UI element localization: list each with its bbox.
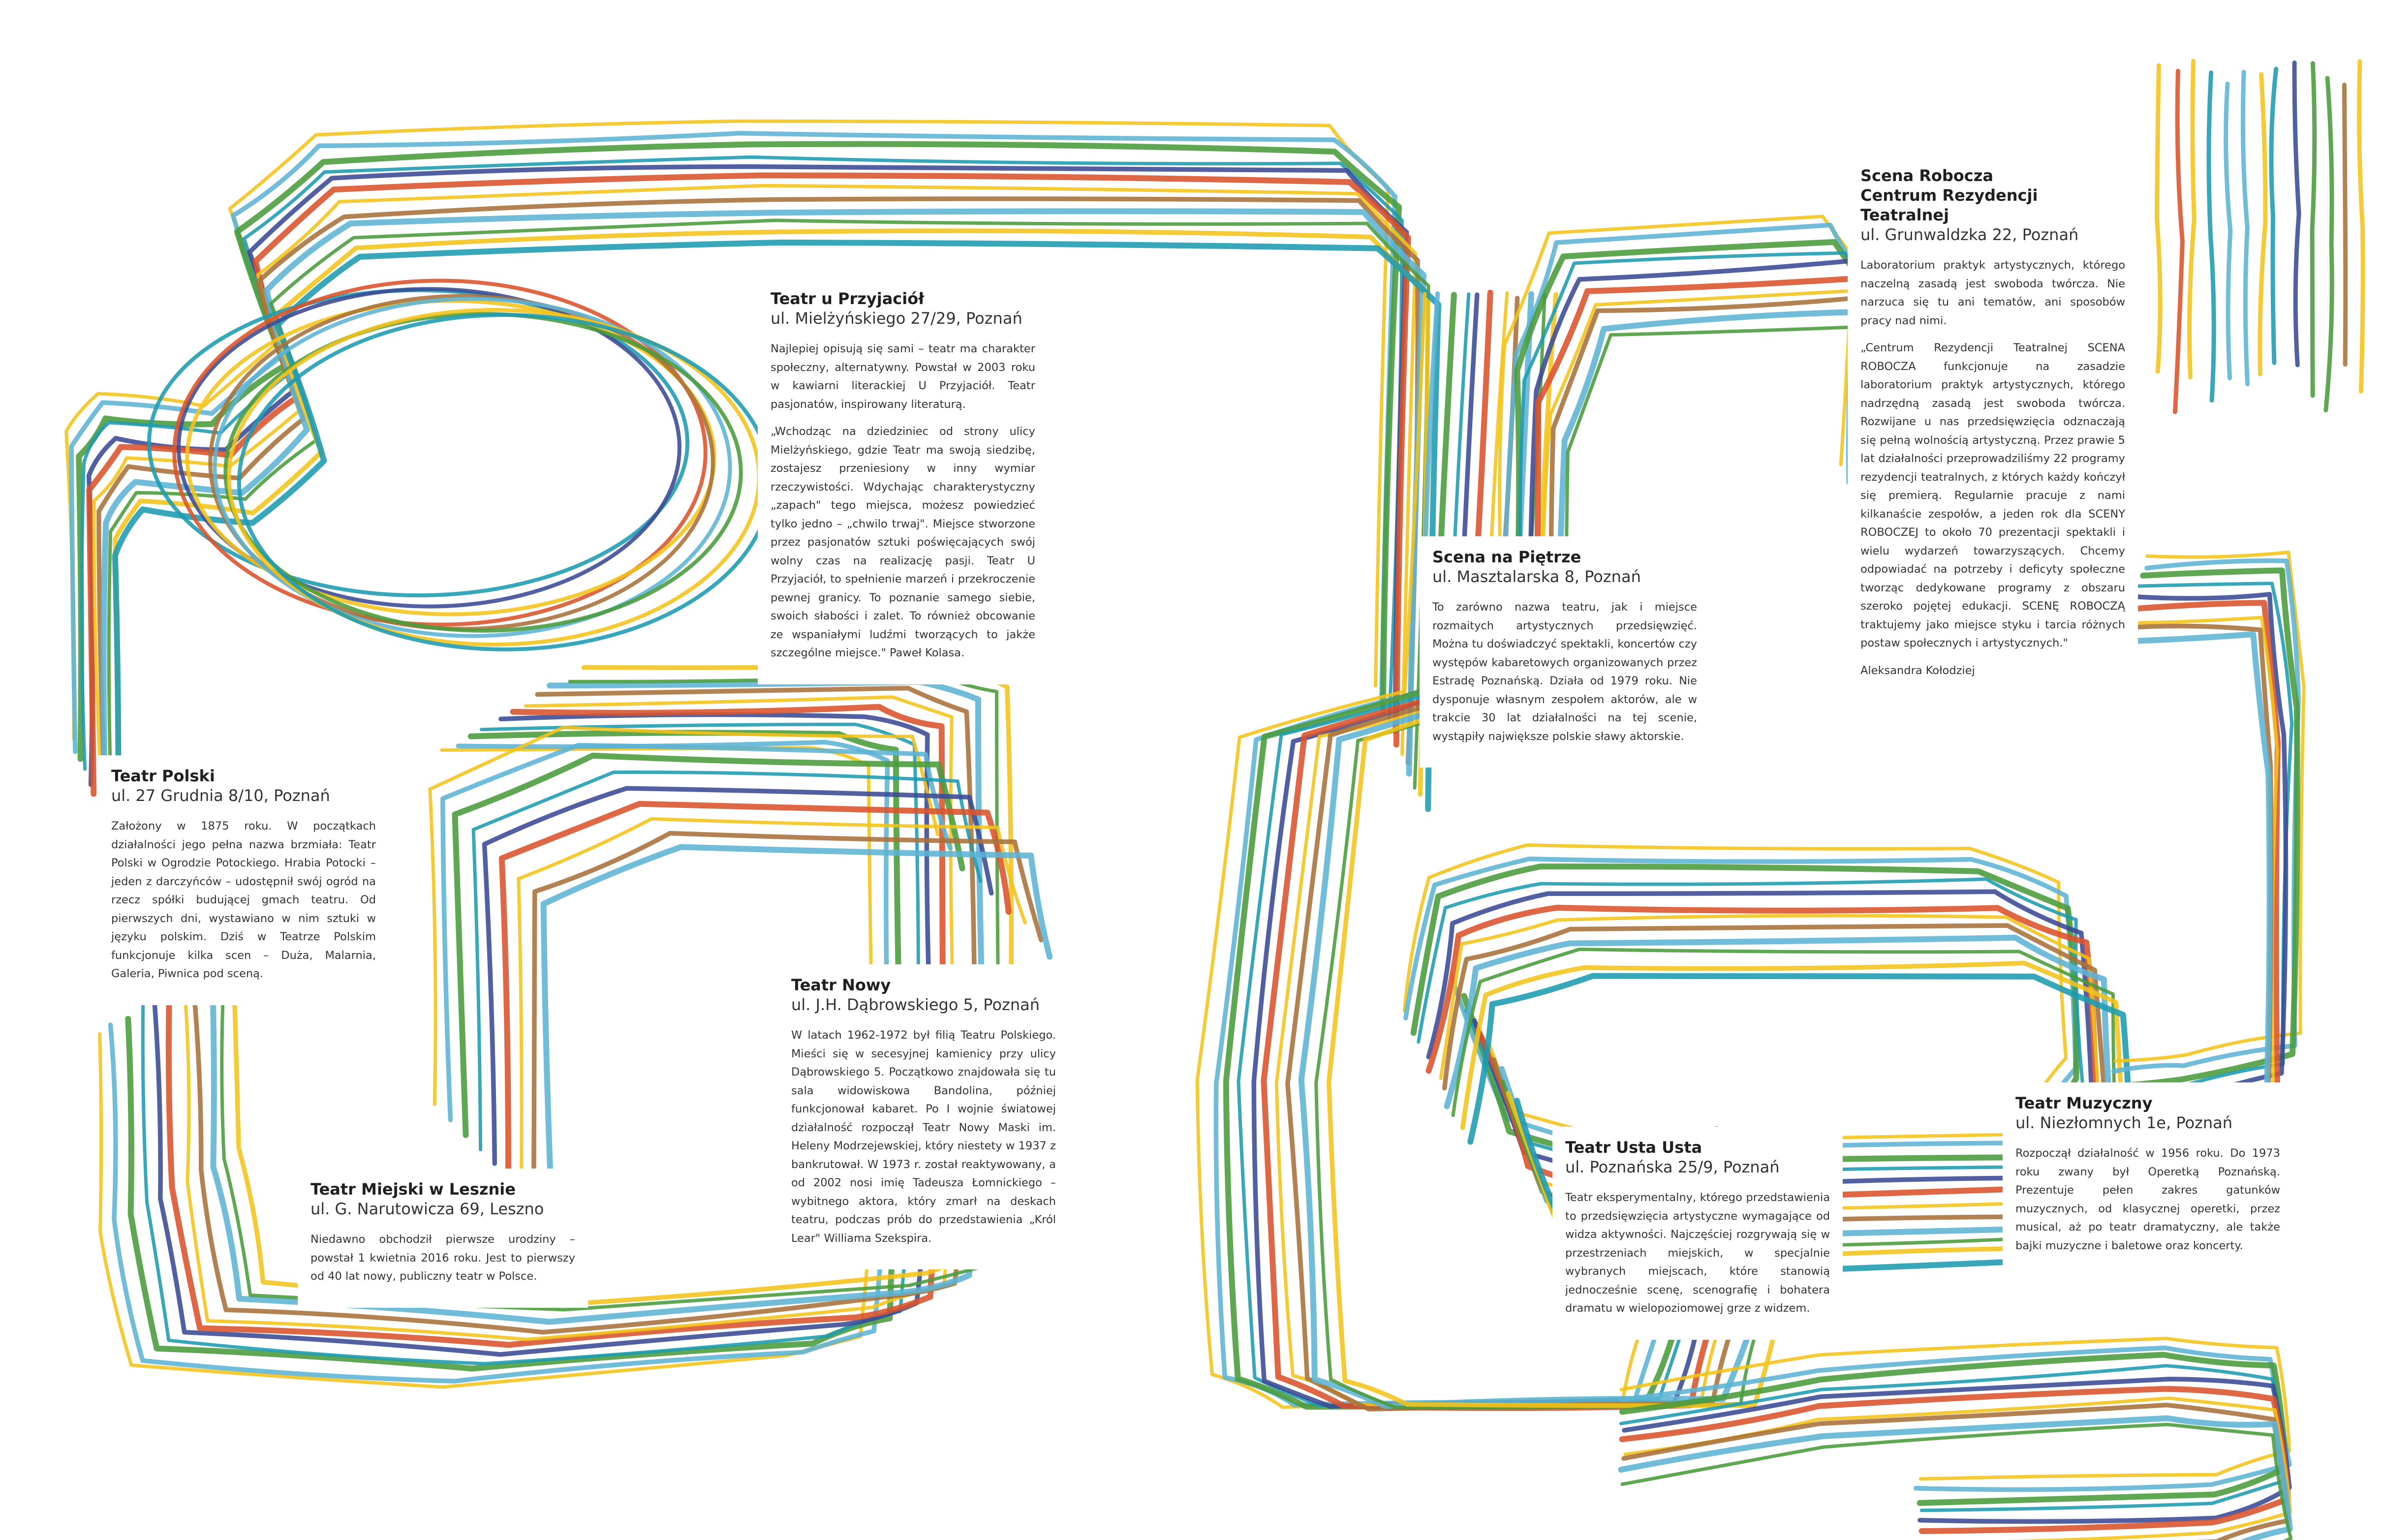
pen-stroke-top-loop (71, 133, 1395, 752)
theatre-name: Teatr Usta Usta (1565, 1138, 1702, 1157)
info-block-teatr-nowy (778, 964, 1069, 1269)
pen-stroke-vertical (2260, 74, 2265, 374)
theatre-name: Teatr Miejski w Lesznie (310, 1180, 516, 1199)
theatre-name: Scena na Piętrze (1432, 548, 1581, 566)
pen-stroke-vertical (2326, 78, 2332, 410)
pen-stroke-vertical (2209, 73, 2214, 400)
theatre-description: Najlepiej opisują się sami – teatr ma charakter społeczny, alternatywny. Powstał w 2003 roku w kawiarni literackiej U Przyjaciół. Teatr pasjonatów, inspirowany literaturą. (771, 342, 1035, 411)
theatre-address: ul. Poznańska 25/9, Poznań (1565, 1158, 1780, 1176)
theatre-description: Laboratorium praktyk artystycznych, którego naczelną zasadą jest swoboda twórcza. Nie narzuca się tu ani tematów, ani sposobów pracy nad nimi. (1860, 259, 2125, 327)
theatre-address: ul. J.H. Dąbrowskiego 5, Poznań (791, 995, 1040, 1014)
pen-stroke-vertical (2190, 61, 2195, 377)
pen-stroke-vertical (2243, 72, 2247, 384)
pen-stroke-vertical (2175, 71, 2182, 412)
theatre-description: W latach 1962-1972 był filią Teatru Polskiego. Mieści się w secesyjnej kamienicy przy ulicy Dąbrowskiego 5. Początkowo znajdowała się tu sala widowiskowa Bandolina, później funkcjonował kabaret. Po I wojnie światowej działalność rozpoczął Teatr Nowy Maski im. Heleny Modrzejewskiej, który niestety w 1937 z bankrutował. W 1973 r. został reaktywowany, a od 2002 nosi imię Tadeusza Łomnickiego – wybitnego aktora, który zmarł na deskach teatru, podczas prób do przedstawienia „Król Lear" Williama Szekspira. (791, 1029, 1056, 1245)
theatre-name: Teatr Polski (111, 767, 215, 785)
pen-stroke-vertical (2226, 84, 2230, 378)
info-block-teatr-miejski-w-lesznie (298, 1169, 588, 1308)
theatre-address: ul. 27 Grudnia 8/10, Poznań (111, 786, 330, 805)
theatre-name: Teatr Nowy (791, 976, 891, 994)
theatre-name-line-2: Centrum Rezydencji Teatralnej (1860, 186, 2038, 224)
theatre-address: ul. Niezłomnych 1e, Poznań (2015, 1113, 2233, 1132)
pen-stroke-vertical (2271, 69, 2276, 363)
info-block-scena-na-pietrze (1420, 536, 1710, 768)
quote-signature: Aleksandra Kołodziej (1860, 664, 1975, 677)
pen-stroke-vertical (2157, 65, 2160, 371)
theatre-description: Teatr eksperymentalny, którego przedstawienia to przedsięwzięcia artystyczne wymagające od widza aktywności. Najczęściej rozgrywają się w przestrzeniach miejskich, w specjalnie wybranych miejscach, które stanowią jednocześnie scenę, scenografię i bohatera dramatu w wielopoziomowej grze z widzem. (1565, 1191, 1830, 1315)
theatre-address: ul. Masztalarska 8, Poznań (1432, 567, 1641, 586)
pen-stroke-vertical (2359, 62, 2363, 392)
theatre-name: Teatr Muzyczny (2015, 1094, 2153, 1112)
theatre-description: Niedawno obchodził pierwsze urodziny – powstał 1 kwietnia 2016 roku. Jest to pierwszy od 40 lat nowy, publiczny teatr w Polsce. (310, 1233, 575, 1283)
info-block-teatr-polski (98, 755, 389, 1005)
theatre-description: Rozpoczął działalność w 1956 roku. Do 1973 roku zwany był Operetką Poznańską. Prezentuje pełen zakres gatunków muzycznych, od klasycznej operetki, przez musical, aż po teatr dramatyczny, ale także bajki muzyczne i baletowe oraz koncerty. (2015, 1147, 2280, 1252)
theatre-quote: „Wchodząc na dziedziniec od strony ulicy Mielżyńskiego, gdzie Teatr ma swoją siedzibę, zostajesz przeniesiony w inny wymiar rzeczywistości. Wdychając charakterystyczny „zapach" tego miejsca, możesz powiedzieć tylko jedno – „chwilo trwaj". Miejsce stworzone przez pasjonatów sztuki poświęcających swój wolny czas na realizację pasji. Teatr U Przyjaciół, to spełnienie marzeń i przekroczenie pewnej granicy. To poznanie samego siebie, swoich słabości i zalet. To również obcowanie ze wspaniałymi ludźmi tworzących to jakże szczególne miejsce." Paweł Kolasa. (771, 425, 1035, 659)
pen-stroke-vertical (2344, 85, 2345, 364)
info-block-teatr-muzyczny (2003, 1082, 2293, 1277)
theatre-address: ul. G. Narutowicza 69, Leszno (310, 1200, 544, 1218)
theatre-description: Założony w 1875 roku. W początkach działalności jego pełna nazwa brzmiała: Teatr Polski w Ogrodzie Potockiego. Hrabia Potocki – jeden z darczyńców – udostępnił swój ogród na rzecz spółki budującej gmach teatru. Od pierwszych dni, wystawiano w nim sztuki w języku polskim. Dziś w Teatrze Polskim funkcjonuje kilka scen – Duża, Malarnia, Galeria, Piwnica pod sceną. (111, 820, 376, 980)
theatre-description: To zarówno nazwa teatru, jak i miejsce rozmaitych artystycznych przedsięwzięć. Można tu doświadczyć spektakli, koncertów czy występów kabaretowych organizowanych przez Estradę Poznańską. Działa od 1979 roku. Nie dysponuje własnym zespołem aktorów, ale w trakcie 30 lat działalności na tej scenie, wystąpiły największe polskie sławy aktorskie. (1432, 601, 1697, 743)
pen-stroke-vertical (2312, 63, 2315, 396)
theatre-address: ul. Grunwaldzka 22, Poznań (1860, 225, 2079, 244)
pen-stroke-vertical (2294, 63, 2299, 365)
theatre-name-line-1: Scena Robocza (1860, 166, 1993, 185)
info-block-scena-robocza (1848, 155, 2138, 702)
theatre-name: Teatr u Przyjaciół (771, 289, 925, 308)
info-block-teatr-u-przyjaciol (758, 278, 1048, 684)
theatre-quote: „Centrum Rezydencji Teatralnej SCENA ROBOCZA funkcjonuje na zasadzie laboratorium praktyk artystycznych, którego nadrzędną zasadą jest swoboda twórcza. Rozwijane u nas przedsięwzięcia odznaczają się pełną wolnością artystyczną. Przez prawie 5 lat działalności przeprowadziliśmy 22 programy rezydencji teatralnych, z których każdy kończył się premierą. Regularnie pracuje z nami kilkanaście zespołów, a jeden rok dla SCENY ROBOCZEJ to około 70 prezentacji spektakli i wielu wydarzeń towarzyszących. Chcemy odpowiadać na potrzeby i deficyty społeczne tworząc dedykowane programy z obszaru szeroko pojętej edukacji. SCENĘ ROBOCZĄ traktujemy jako miejsce styku i tarcia różnych postaw społecznych i artystycznych." (1860, 341, 2125, 649)
info-block-teatr-usta-usta (1552, 1127, 1843, 1340)
theatre-address: ul. Mielżyńskiego 27/29, Poznań (771, 309, 1022, 328)
